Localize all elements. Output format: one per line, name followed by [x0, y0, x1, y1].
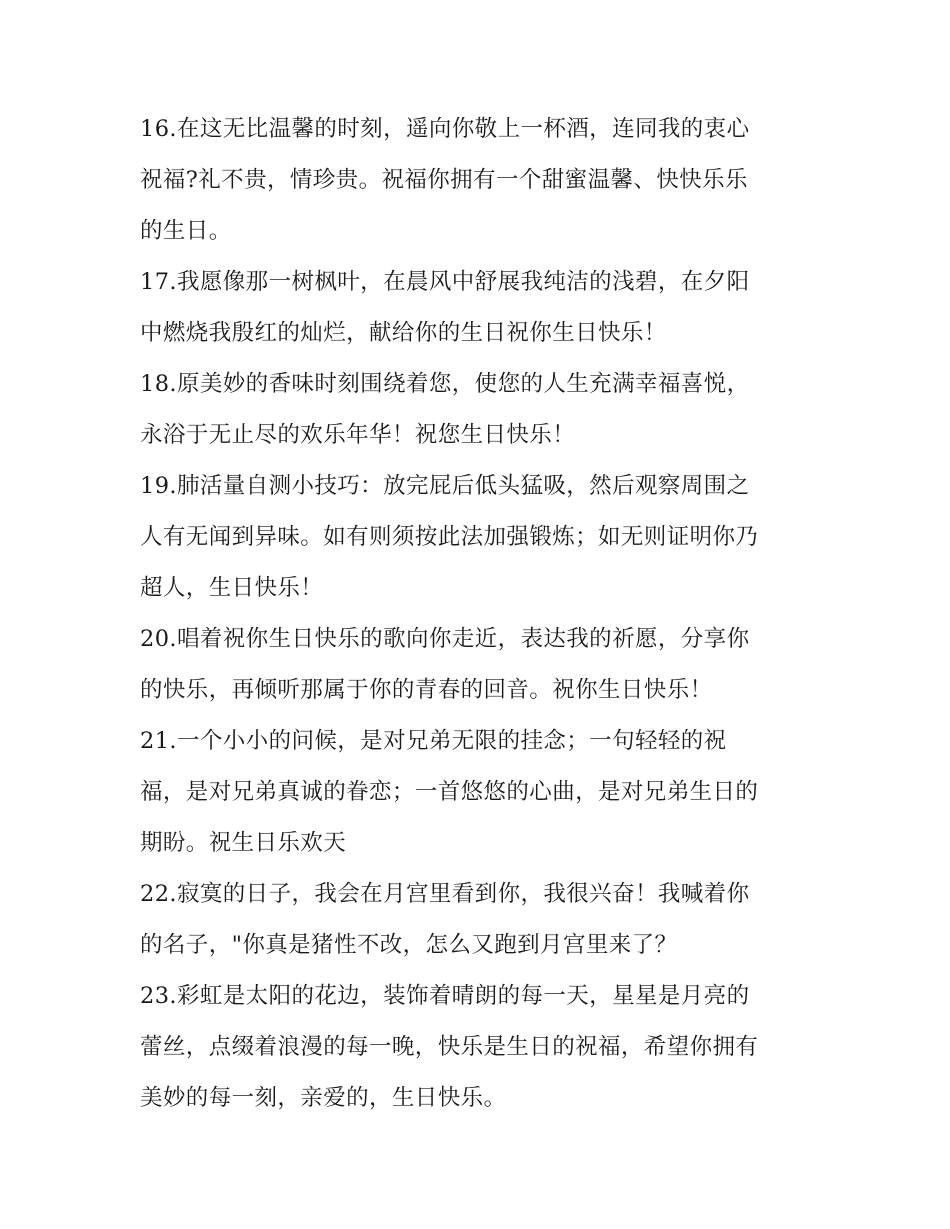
text-line: 蕾丝，点缀着浪漫的每一晚，快乐是生日的祝福，希望你拥有 — [140, 1034, 759, 1060]
text-line: 美妙的每一刻，亲爱的，生日快乐。 — [140, 1085, 507, 1111]
text-line: 16.在这无比温馨的时刻，遥向你敬上一杯酒，连同我的衷心 — [140, 116, 750, 142]
text-line: 的快乐，再倾听那属于你的青春的回音。祝你生日快乐！ — [140, 677, 713, 703]
document-body — [140, 104, 820, 1124]
text-line: 的生日。 — [140, 218, 232, 244]
text-line: 18.原美妙的香味时刻围绕着您，使您的人生充满幸福喜悦， — [140, 371, 750, 397]
text-line: 的名子，"你真是猪性不改，怎么又跑到月宫里来了？ — [140, 932, 678, 958]
text-line: 福，是对兄弟真诚的眷恋；一首悠悠的心曲，是对兄弟生日的 — [140, 779, 759, 805]
text-line: 人有无闻到异味。如有则须按此法加强锻炼；如无则证明你乃 — [140, 524, 759, 550]
text-line: 17.我愿像那一树枫叶，在晨风中舒展我纯洁的浅碧，在夕阳 — [140, 269, 750, 295]
text-line: 期盼。祝生日乐欢天 — [140, 830, 347, 856]
text-line: 19.肺活量自测小技巧：放完屁后低头猛吸，然后观察周围之 — [140, 473, 750, 499]
text-line: 祝福?礼不贵，情珍贵。祝福你拥有一个甜蜜温馨、快快乐乐 — [140, 167, 748, 193]
text-line: 23.彩虹是太阳的花边，装饰着晴朗的每一天，星星是月亮的 — [140, 983, 750, 1009]
text-line: 中燃烧我殷红的灿烂，献给你的生日祝你生日快乐！ — [140, 320, 667, 346]
text-line: 超人，生日快乐！ — [140, 575, 324, 601]
text-line: 20.唱着祝你生日快乐的歌向你走近，表达我的祈愿，分享你 — [140, 626, 750, 652]
text-line: 22.寂寞的日子，我会在月宫里看到你，我很兴奋！我喊着你 — [140, 881, 750, 907]
text-line: 永浴于无止尽的欢乐年华！祝您生日快乐！ — [140, 422, 576, 448]
text-line: 21.一个小小的问候，是对兄弟无限的挂念；一句轻轻的祝 — [140, 728, 727, 754]
